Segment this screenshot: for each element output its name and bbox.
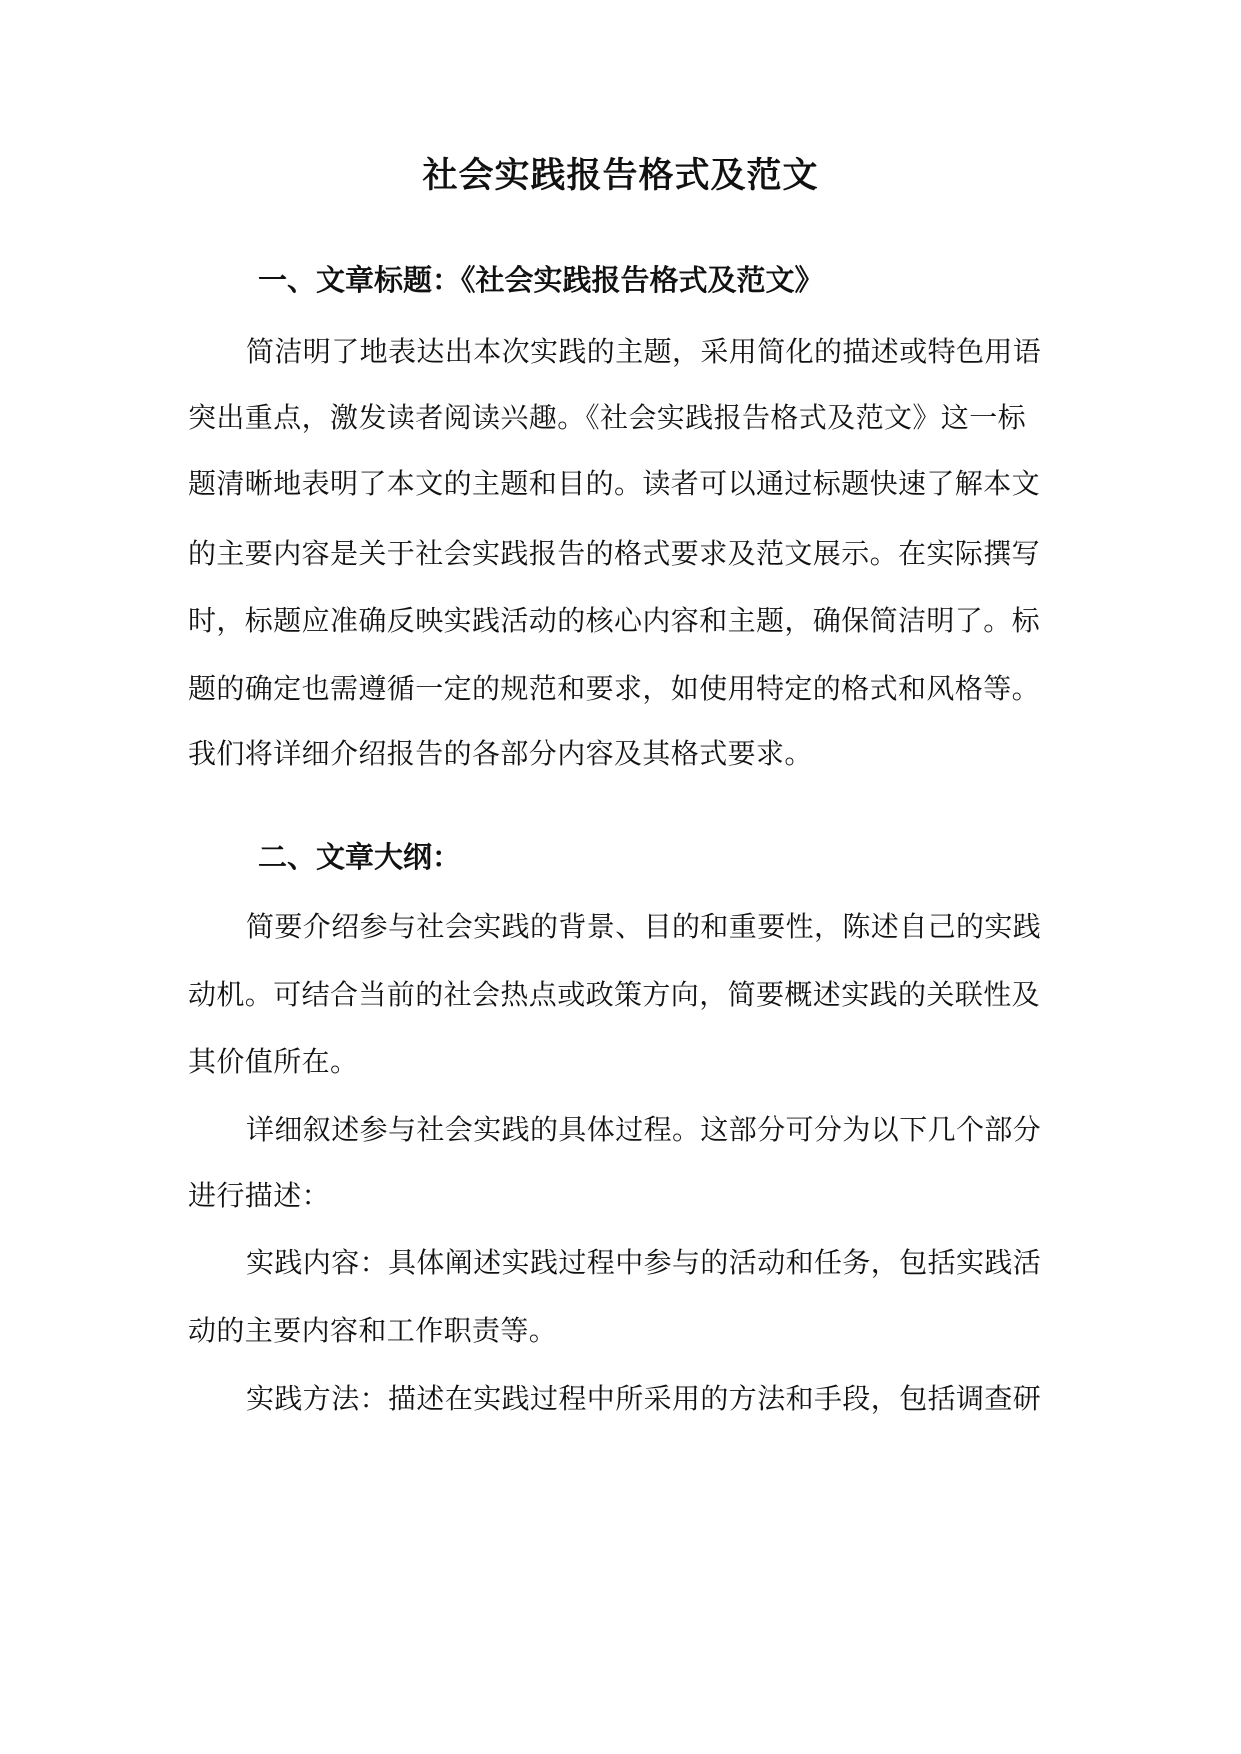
paragraph-line: 题清晰地表明了本文的主题和目的。读者可以通过标题快速了解本文 — [188, 467, 1041, 500]
paragraph-line: 进行描述： — [188, 1179, 331, 1212]
paragraph-line: 时，标题应准确反映实践活动的核心内容和主题，确保简洁明了。标 — [188, 604, 1041, 637]
paragraph-line: 实践方法：描述在实践过程中所采用的方法和手段，包括调查研 — [246, 1382, 1042, 1415]
paragraph-line: 动的主要内容和工作职责等。 — [188, 1314, 558, 1347]
paragraph-line: 题的确定也需遵循一定的规范和要求，如使用特定的格式和风格等。 — [188, 672, 1041, 705]
paragraph-line: 其价值所在。 — [188, 1045, 359, 1078]
paragraph-line: 我们将详细介绍报告的各部分内容及其格式要求。 — [188, 737, 813, 770]
paragraph-line: 简洁明了地表达出本次实践的主题，采用简化的描述或特色用语 — [246, 335, 1042, 368]
paragraph-line: 实践内容：具体阐述实践过程中参与的活动和任务，包括实践活 — [246, 1246, 1042, 1279]
section-heading-2: 二、文章大纲： — [258, 840, 462, 874]
paragraph-line: 详细叙述参与社会实践的具体过程。这部分可分为以下几个部分 — [246, 1113, 1042, 1146]
paragraph-line: 动机。可结合当前的社会热点或政策方向，简要概述实践的关联性及 — [188, 978, 1041, 1011]
paragraph-line: 的主要内容是关于社会实践报告的格式要求及范文展示。在实际撰写 — [188, 537, 1041, 570]
document-title: 社会实践报告格式及范文 — [422, 155, 819, 196]
paragraph-line: 简要介绍参与社会实践的背景、目的和重要性，陈述自己的实践 — [246, 910, 1042, 943]
section-heading-1: 一、文章标题：《社会实践报告格式及范文》 — [258, 263, 824, 297]
paragraph-line: 突出重点，激发读者阅读兴趣。《社会实践报告格式及范文》这一标 — [188, 401, 1027, 434]
